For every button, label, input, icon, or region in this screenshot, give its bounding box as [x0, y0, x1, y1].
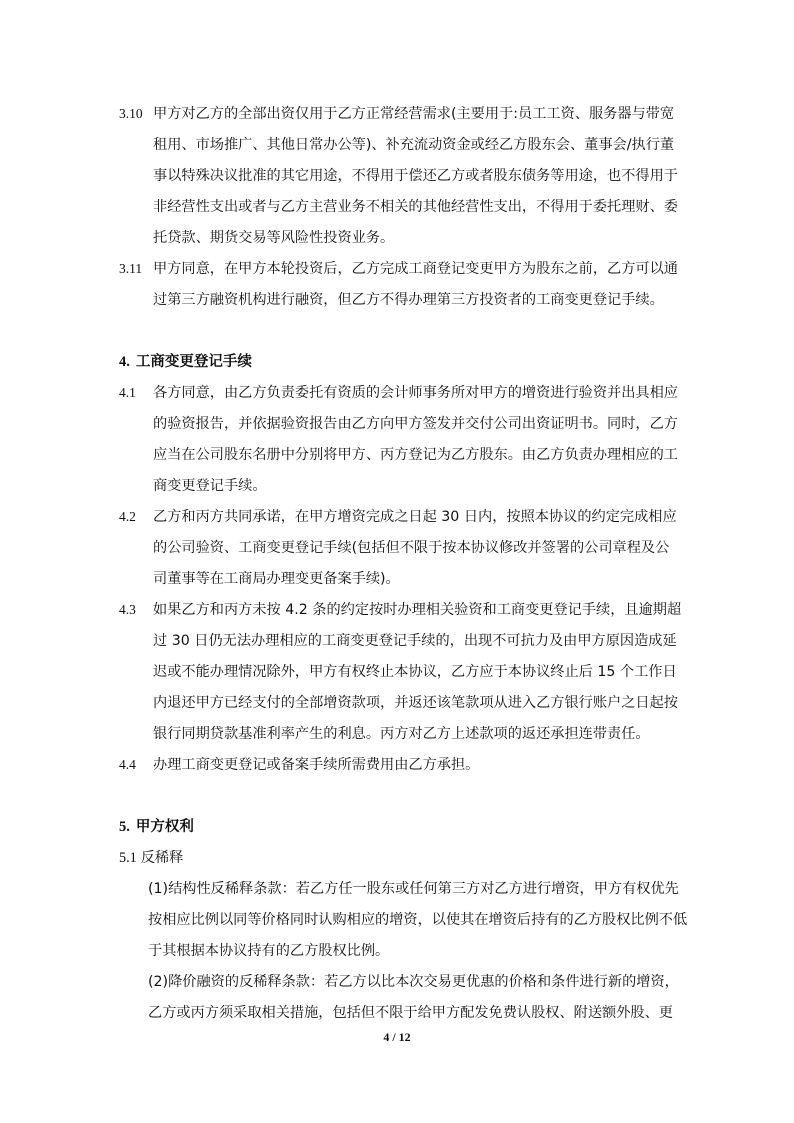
section-number: 4.: [119, 354, 130, 370]
clause-line: 过 30 日仍无法办理相应的工商变更登记手续的，出现不可抗力及由甲方原因造成延: [153, 633, 677, 649]
clause-number: 3.10: [119, 106, 143, 121]
section-heading-4: [119, 352, 252, 372]
subsection-title: 反稀释: [140, 850, 184, 866]
clause-line: 租用、市场推广、其他日常办公等)、补充流动资金或经乙方股东会、董事会/执行董: [153, 137, 675, 153]
clause-line: 乙方和丙方共同承诺，在甲方增资完成之日起 30 日内，按照本协议的约定完成相应: [153, 509, 677, 525]
section-title: 甲方权利: [135, 819, 194, 835]
clause-line: 商变更登记手续。: [153, 478, 267, 494]
item-line: (1)结构性反稀释条款：若乙方任一股东或任何第三方对乙方进行增资，甲方有权优先: [148, 881, 679, 897]
clause-line: 甲方同意，在甲方本轮投资后，乙方完成工商登记变更甲方为股东之前，乙方可以通: [153, 261, 678, 277]
clause-line: 托贷款、期货交易等风险性投资业务。: [153, 230, 395, 246]
clause-line: 的公司验资、工商变更登记手续(包括但不限于按本协议修改并签署的公司章程及公: [153, 540, 670, 556]
item-line: 于其根据本协议持有的乙方股权比例。: [148, 943, 390, 959]
clause-line: 各方同意，由乙方负责委托有资质的会计师事务所对甲方的增资进行验资并出具相应: [153, 385, 678, 401]
clause-line: 的验资报告，并依据验资报告由乙方向甲方签发并交付公司出资证明书。同时，乙方: [153, 416, 678, 432]
clause-line: 内退还甲方已经支付的全部增资款项，并返还该笔款项从进入乙方银行账户之日起按: [153, 695, 678, 711]
clause-line: 如果乙方和丙方未按 4.2 条的约定按时办理相关验资和工商变更登记手续，且逾期超: [153, 602, 682, 618]
section-title: 工商变更登记手续: [135, 354, 252, 370]
subsection-number: 5.1: [119, 850, 137, 866]
clause-line: 迟或不能办理情况除外，甲方有权终止本协议，乙方应于本协议终止后 15 个工作日: [153, 664, 677, 680]
clause-line: 银行同期贷款基准利率产生的利息。丙方对乙方上述款项的返还承担连带责任。: [153, 726, 650, 742]
item-line: (2)降价融资的反稀释条款：若乙方以比本次交易更优惠的价格和条件进行新的增资，: [148, 974, 679, 990]
clause-line: 司董事等在工商局办理变更备案手续)。: [153, 571, 400, 587]
page-number: 4 / 12: [383, 1030, 411, 1044]
item-line: 按相应比例以同等价格同时认购相应的增资，以使其在增资后持有的乙方股权比例不低: [148, 912, 688, 928]
clause-line: 事以特殊决议批准的其它用途，不得用于偿还乙方或者股东债务等用途，也不得用于: [153, 168, 678, 184]
item-line: 乙方或丙方须采取相关措施，包括但不限于给甲方配发免费认股权、附送额外股、更: [148, 1005, 673, 1021]
clause-number: 4.2: [119, 509, 136, 524]
clause-line: 非经营性支出或者与乙方主营业务不相关的其他经营性支出，不得用于委托理财、委: [153, 199, 678, 215]
section-heading-5: [119, 817, 194, 837]
clause-line: 甲方对乙方的全部出资仅用于乙方正常经营需求(主要用于:员工工资、服务器与带宽: [153, 106, 675, 122]
clause-number: 4.3: [119, 602, 136, 617]
clause-number: 3.11: [119, 261, 143, 276]
section-number: 5.: [119, 819, 130, 835]
clause-line: 应当在公司股东名册中分别将甲方、丙方登记为乙方股东。由乙方负责办理相应的工: [153, 447, 678, 463]
clause-line: 办理工商变更登记或备案手续所需费用由乙方承担。: [153, 757, 480, 773]
clause-number: 4.1: [119, 385, 136, 400]
subsection-5-1: [119, 848, 183, 868]
clause-number: 4.4: [119, 757, 136, 772]
clause-line: 过第三方融资机构进行融资，但乙方不得办理第三方投资者的工商变更登记手续。: [153, 292, 664, 308]
